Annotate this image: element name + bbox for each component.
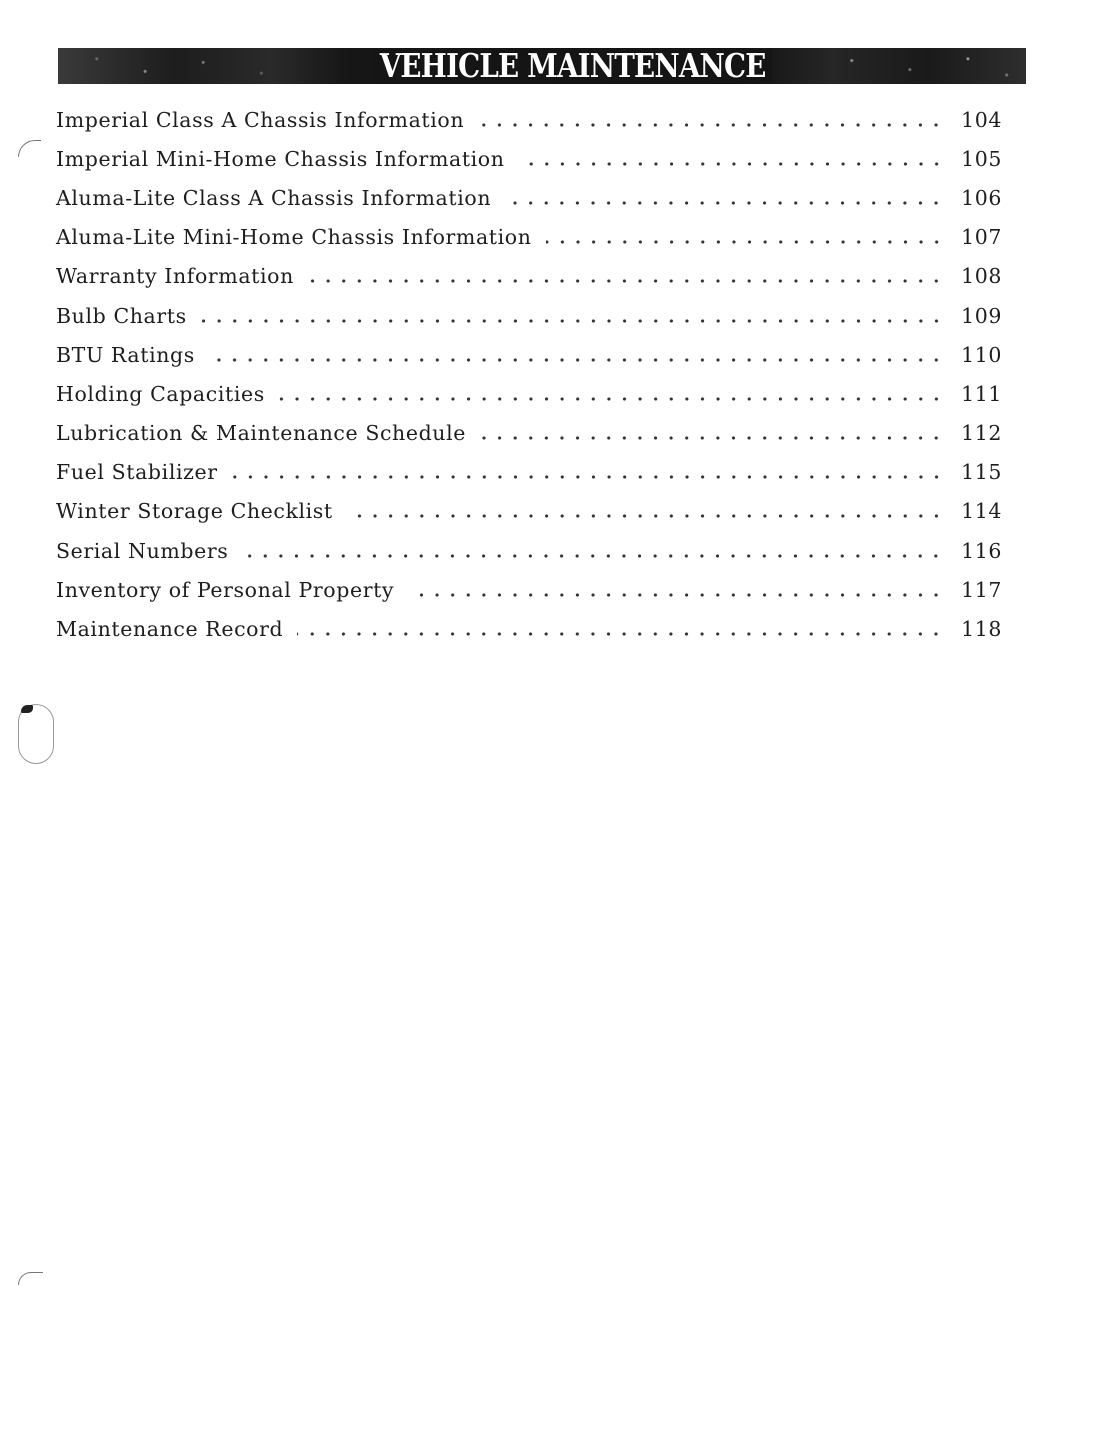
dot-leader [308,271,944,291]
dot-leader [546,232,944,252]
toc-entry-btu-ratings[interactable] [56,335,1002,374]
toc-entry-winter-storage[interactable] [56,492,1002,531]
dot-leader [209,350,944,370]
toc-entry-label: Serial Numbers [56,538,229,563]
toc-entry-label: Aluma-Lite Mini-Home Chassis Information [56,225,532,250]
binder-hole-mark [18,704,54,764]
toc-page-number: 115 [961,460,1002,485]
toc-entry-aluma-lite-class-a[interactable] [56,178,1002,217]
toc-entry-bulb-charts[interactable] [56,296,1002,335]
toc-entry-holding-capacities[interactable] [56,374,1002,413]
toc-entry-imperial-mini-home[interactable] [56,139,1002,178]
toc-page-number: 106 [961,185,1002,210]
dot-leader [201,311,944,331]
dot-leader [279,389,944,409]
dot-leader [519,154,944,174]
section-banner [58,48,1026,84]
toc-entry-label: Fuel Stabilizer [56,460,218,485]
table-of-contents [56,100,1002,649]
toc-entry-serial-numbers[interactable] [56,531,1002,570]
toc-page-number: 105 [961,146,1002,171]
toc-entry-label: Imperial Mini-Home Chassis Information [56,146,505,171]
toc-page-number: 112 [961,421,1002,446]
toc-page-number: 114 [961,499,1002,524]
dot-leader [478,115,944,135]
toc-entry-label: Inventory of Personal Property [56,577,395,602]
toc-entry-lubrication-maintenance[interactable] [56,414,1002,453]
dot-leader [480,428,944,448]
toc-page-number: 111 [961,381,1002,406]
toc-page-number: 109 [961,303,1002,328]
toc-entry-inventory-personal-property[interactable] [56,570,1002,609]
toc-page-number: 110 [961,342,1002,367]
toc-page-number: 104 [961,107,1002,132]
dot-leader [505,193,944,213]
toc-entry-label: Maintenance Record [56,617,284,642]
toc-entry-label: Imperial Class A Chassis Information [56,107,465,132]
toc-entry-imperial-class-a[interactable] [56,100,1002,139]
toc-entry-label: Lubrication & Maintenance Schedule [56,421,466,446]
toc-entry-maintenance-record[interactable] [56,609,1002,648]
dot-leader [242,546,944,566]
section-title: VEHICLE MAINTENANCE [373,49,772,83]
toc-page-number: 107 [961,225,1002,250]
binder-hole-mark [18,1272,43,1285]
toc-entry-fuel-stabilizer[interactable] [56,453,1002,492]
toc-entry-label: Aluma-Lite Class A Chassis Information [56,185,492,210]
toc-page-number: 116 [961,538,1002,563]
toc-entry-label: Warranty Information [56,264,294,289]
toc-entry-label: BTU Ratings [56,342,195,367]
toc-entry-label: Bulb Charts [56,303,187,328]
toc-entry-warranty-information[interactable] [56,257,1002,296]
dot-leader [408,585,944,605]
toc-page-number: 117 [961,577,1002,602]
binder-hole-mark [18,140,41,157]
toc-page-number: 118 [961,617,1002,642]
dot-leader [297,624,944,644]
toc-entry-label: Holding Capacities [56,381,265,406]
dot-leader [347,506,944,526]
toc-entry-aluma-lite-mini-home[interactable] [56,218,1002,257]
toc-page-number: 108 [961,264,1002,289]
dot-leader [232,467,944,487]
toc-entry-label: Winter Storage Checklist [56,499,333,524]
